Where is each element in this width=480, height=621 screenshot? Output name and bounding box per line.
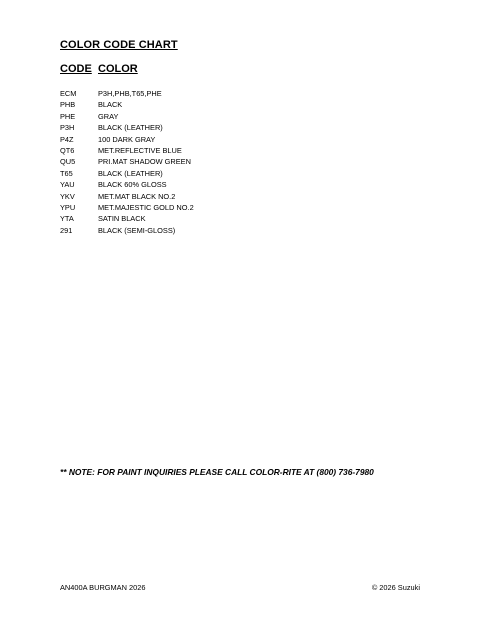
table-row [60,179,360,190]
color-code-table [60,88,360,236]
row-code: T65 [60,168,73,178]
row-code: QU5 [60,157,76,167]
row-color: BLACK [98,100,123,110]
row-code: PHE [60,111,76,121]
row-code: 291 [60,225,73,235]
table-row [60,225,360,236]
row-code: YTA [60,214,74,224]
row-color: BLACK (LEATHER) [98,123,163,133]
row-color: MET.MAJESTIC GOLD NO.2 [98,202,194,212]
table-row [60,145,360,156]
row-code: YAU [60,180,75,190]
row-code: P4Z [60,134,74,144]
table-row [60,88,360,99]
header-code: CODE [60,63,92,75]
row-code: QT6 [60,145,75,155]
page-title: COLOR CODE CHART [60,39,178,51]
row-code: ECM [60,89,77,98]
row-code: P3H [60,123,75,133]
row-color: MET.REFLECTIVE BLUE [98,145,182,155]
row-color: GRAY [98,111,119,121]
row-color: BLACK 60% GLOSS [98,180,167,190]
table-row [60,122,360,133]
row-color: SATIN BLACK [98,214,146,224]
table-row [60,168,360,179]
footer-copyright: © 2026 Suzuki [371,583,420,592]
row-color: PRI.MAT SHADOW GREEN [98,157,191,167]
table-row [60,111,360,122]
table-row [60,191,360,202]
row-code: YPU [60,202,76,212]
row-color: MET.MAT BLACK NO.2 [98,191,176,201]
footer-model: AN400A BURGMAN 2026 [60,583,146,592]
header-color: COLOR [98,63,138,75]
paint-inquiry-note: ** NOTE: FOR PAINT INQUIRIES PLEASE CALL COLOR-RITE AT (800) 736-7980 [60,467,374,477]
row-color: BLACK (LEATHER) [98,168,163,178]
row-color: BLACK (SEMI-GLOSS) [98,225,176,235]
row-code: YKV [60,191,75,201]
table-row [60,213,360,224]
row-color: P3H,PHB,T65,PHE [98,89,162,98]
row-code: PHB [60,100,76,110]
table-row [60,99,360,110]
row-color: 100 DARK GRAY [98,134,156,144]
table-row [60,202,360,213]
table-row [60,134,360,145]
table-row [60,156,360,167]
